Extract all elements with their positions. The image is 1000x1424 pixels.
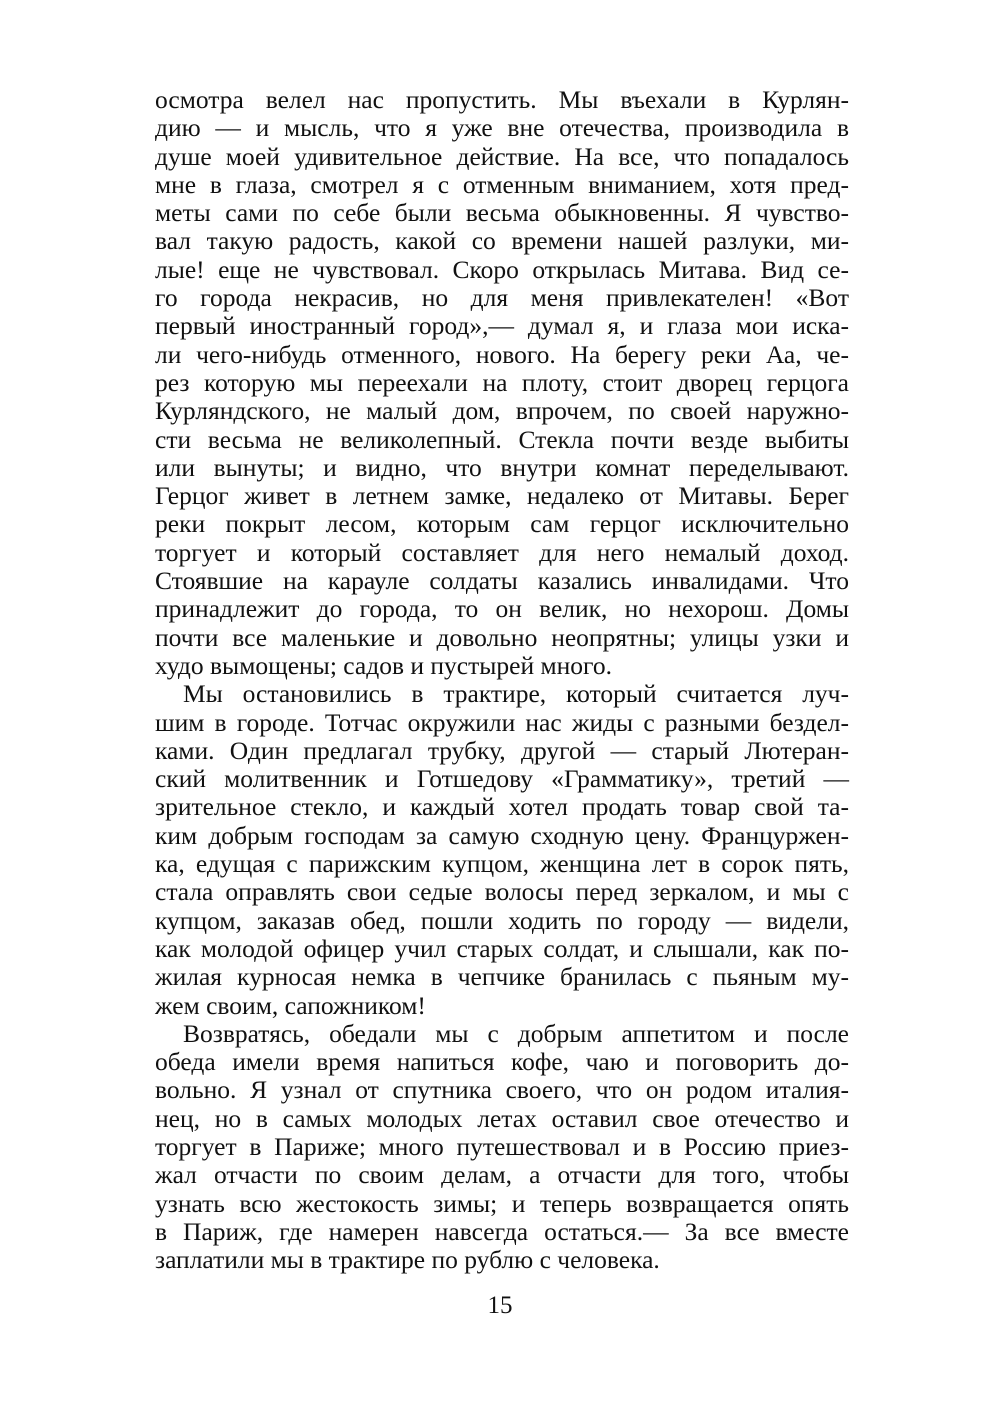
paragraph [155,1020,849,1275]
text-line: зрительное стекло, и каждый хотел продать товар свой та- [155,792,849,822]
text-line: стала оправлять свои седые волосы перед зеркалом, и мы с [155,877,849,907]
text-line: первый иностранный город»,— думал я, и глаза мои иска- [155,311,849,341]
text-line: торгует и который составляет для него немалый доход. [155,537,849,567]
text-line: лые! еще не чувствовал. Скоро открылась Митава. Вид се- [155,254,849,284]
text-line: Возвратясь, обедали мы с добрым аппетитом и после [183,1018,849,1048]
text-line: Мы остановились в трактире, который считается луч- [183,679,849,709]
text-line: ский молитвенник и Готшедову «Грамматику», третий — [155,764,849,794]
text-line: или вынуты; и видно, что внутри комнат переделывают. [155,452,849,482]
text-line: душе моей удивительное действие. На все, что попадалось [155,141,849,171]
text-line: жилая курносая немка в чепчике бранилась с пьяным му- [155,962,849,992]
paragraph [155,680,849,1020]
text-line: ка, едущая с парижским купцом, женщина лет в сорок пять, [155,849,849,879]
text-line: почти все маленькие и довольно неопрятны; улицы узки и [155,622,849,652]
text-line: меты сами по себе были весьма обыкновенны. Я чувство- [155,198,849,228]
text-line: купцом, заказав обед, пошли ходить по городу — видели, [155,905,849,935]
text-line: обеда имели время напиться кофе, чаю и поговорить до- [155,1047,849,1077]
text-line: жем своим, сапожником! [155,990,426,1020]
paragraph [155,86,849,680]
text-line: шим в городе. Тотчас окружили нас жиды с разными бездел- [155,707,849,737]
text-line: ким добрым господам за самую сходную цену. Француржен- [155,820,849,850]
text-line: как молодой офицер учил старых солдат, и слышали, как по- [155,933,849,963]
text-line: рез которую мы переехали на плоту, стоит дворец герцога [155,367,849,397]
text-line: го города некрасив, но для меня привлекателен! «Вот [155,283,849,313]
text-line: вал такую радость, какой со времени нашей разлуки, ми- [155,226,849,256]
text-line: дию — и мысль, что я уже вне отечества, производила в [155,113,849,143]
text-line: торгует в Париже; много путешествовал и в Россию приез- [155,1131,849,1161]
page-number: 15 [487,1292,513,1319]
text-line: ли чего-нибудь отменного, нового. На берегу реки Аа, че- [155,339,849,369]
text-line: принадлежит до города, то он велик, но нехорош. Домы [155,594,849,624]
text-line: заплатили мы в трактире по рублю с человека. [155,1245,660,1275]
text-line: сти весьма не великолепный. Стекла почти везде выбиты [155,424,849,454]
text-line: нец, но в самых молодых летах оставил свое отечество и [155,1103,849,1133]
page-body [155,86,849,1274]
text-line: худо вымощены; садов и пустырей много. [155,650,612,680]
text-line: вольно. Я узнал от спутника своего, что он родом италия- [155,1075,849,1105]
text-line: ками. Один предлагал трубку, другой — старый Лютеран- [155,735,849,765]
text-line: Курляндского, не малый дом, впрочем, по своей наружно- [155,396,849,426]
text-line: реки покрыт лесом, которым сам герцог исключительно [155,509,849,539]
text-line: узнать всю жестокость зимы; и теперь возвращается опять [155,1188,849,1218]
text-line: Стоявшие на карауле солдаты казались инвалидами. Что [155,566,849,596]
text-line: жал отчасти по своим делам, а отчасти для того, чтобы [155,1160,849,1190]
text-line: осмотра велел нас пропустить. Мы въехали в Курлян- [155,85,849,114]
text-line: мне в глаза, смотрел я с отменным вниманием, хотя пред- [155,169,849,199]
text-line: Герцог живет в летнем замке, недалеко от Митавы. Берег [155,481,849,511]
text-line: в Париж, где намерен навсегда остаться.— За все вместе [155,1216,849,1246]
